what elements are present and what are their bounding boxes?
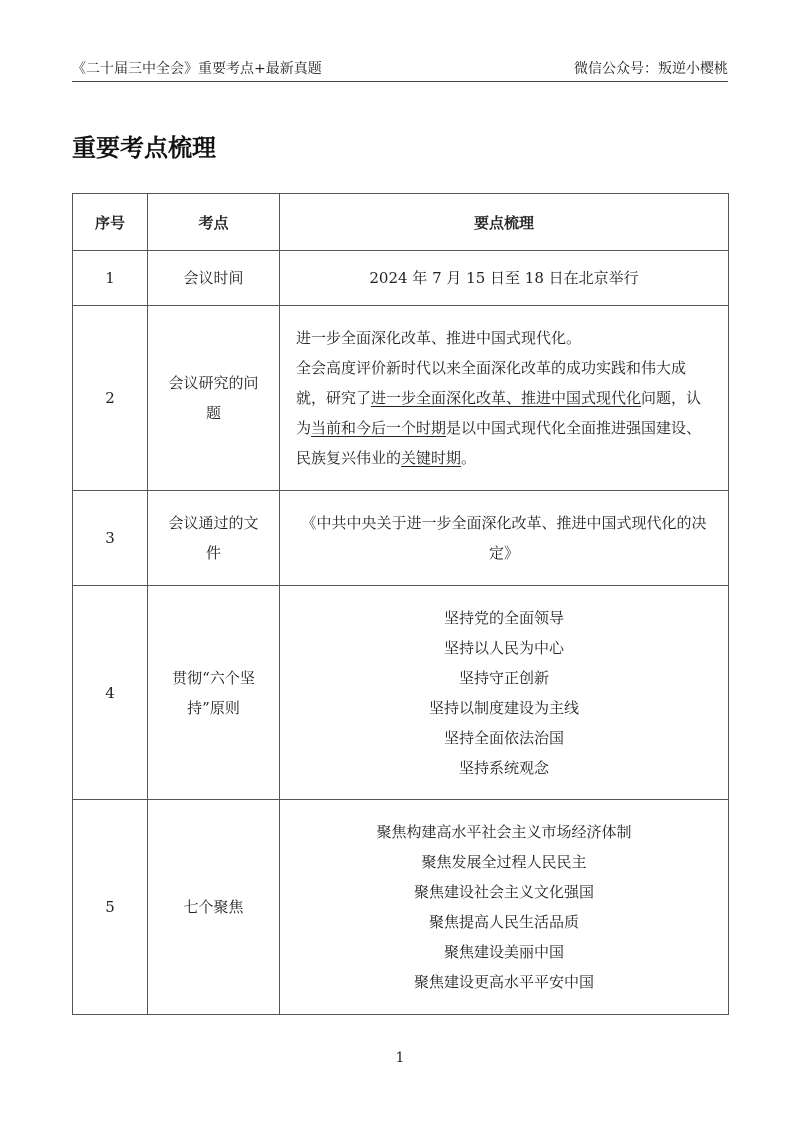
row-content xyxy=(280,586,729,800)
table-row xyxy=(73,586,729,800)
page-header xyxy=(72,58,728,82)
table-row xyxy=(73,306,729,491)
list-item: 聚焦构建高水平社会主义市场经济体制 xyxy=(376,823,632,841)
header-number: 序号 xyxy=(73,194,148,251)
row-number: 2 xyxy=(73,306,148,491)
row-content: 《中共中央关于进一步全面深化改革、推进中国式现代化的决定》 xyxy=(280,491,729,586)
header-summary: 要点梳理 xyxy=(280,194,729,251)
table-header-row xyxy=(73,194,729,251)
underlined-text: 当前和今后一个时期 xyxy=(311,419,447,437)
row-number: 4 xyxy=(73,586,148,800)
list-item: 坚持党的全面领导 xyxy=(443,608,564,627)
list-item: 坚持守正创新 xyxy=(458,668,549,687)
table-row xyxy=(73,491,729,586)
section-title: 重要考点梳理 xyxy=(72,134,216,162)
content-text: 全会高度评价新时代以来全面深化改革的成功实践和伟大成就，研究了 xyxy=(296,359,687,407)
header-topic: 考点 xyxy=(148,194,280,251)
table-row xyxy=(73,251,729,306)
content-line: 进一步全面深化改革、推进中国式现代化。 xyxy=(296,329,582,347)
underlined-text: 进一步全面深化改革、推进中国式现代化 xyxy=(371,389,642,407)
row-topic: 贯彻“六个坚持”原则 xyxy=(148,586,280,800)
list-item: 聚焦建设社会主义文化强国 xyxy=(413,883,594,901)
list-item: 聚焦提高人民生活品质 xyxy=(428,913,579,931)
row-topic: 会议通过的文件 xyxy=(148,491,280,586)
row-topic: 会议研究的问题 xyxy=(148,306,280,491)
list-item: 坚持系统观念 xyxy=(458,758,549,777)
row-topic: 会议时间 xyxy=(148,251,280,306)
list-item: 聚焦建设美丽中国 xyxy=(443,943,564,961)
list-item: 聚焦建设更高水平平安中国 xyxy=(413,973,594,991)
row-number: 5 xyxy=(73,800,148,1015)
page-number: 1 xyxy=(395,1050,405,1066)
row-content: 2024 年 7 月 15 日至 18 日在北京举行 xyxy=(280,251,729,306)
row-content xyxy=(280,306,729,491)
table-row xyxy=(73,800,729,1015)
header-doc-title: 《二十届三中全会》重要考点+最新真题 xyxy=(72,61,322,77)
list-item: 聚焦发展全过程人民民主 xyxy=(421,853,587,871)
row-topic: 七个聚焦 xyxy=(148,800,280,1015)
content-text: 。 xyxy=(461,449,477,467)
content-text: 问题，认为 xyxy=(296,389,702,437)
header-wechat-account: 微信公众号：叛逆小樱桃 xyxy=(574,61,728,77)
row-content xyxy=(280,800,729,1015)
list-item: 坚持全面依法治国 xyxy=(443,728,564,747)
list-item: 坚持以人民为中心 xyxy=(443,638,564,657)
list-item: 坚持以制度建设为主线 xyxy=(428,698,579,717)
key-points-table xyxy=(72,193,729,1015)
content-text: 是以中国式现代化全面推进强国建设、民族复兴伟业的 xyxy=(296,419,702,467)
underlined-text: 关键时期 xyxy=(401,449,462,467)
row-number: 1 xyxy=(73,251,148,306)
row-number: 3 xyxy=(73,491,148,586)
